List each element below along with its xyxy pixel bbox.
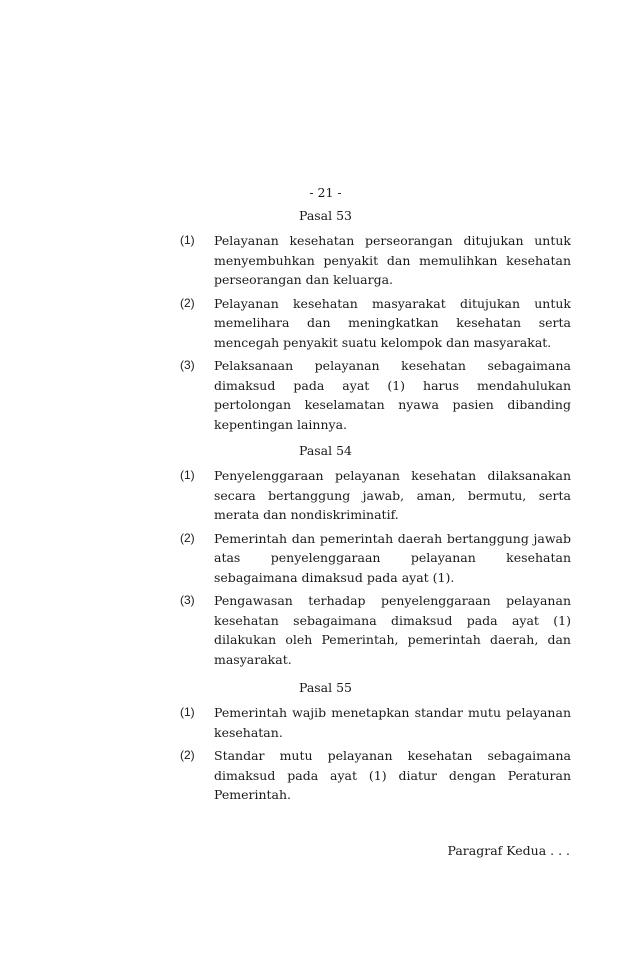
clause-text: Pengawasan terhadap penyelenggaraan pelayanan kesehatan sebagaimana dimaksud pada ayat (1) dilakukan oleh Pemerintah, pemerintah daerah, dan masyarakat. <box>214 593 571 667</box>
article-title: Pasal 53 <box>298 208 353 223</box>
clause-text: Pemerintah dan pemerintah daerah bertanggung jawab atas penyelenggaraan pelayanan kesehatan sebagaimana dimaksud pada ayat (1). <box>214 530 571 585</box>
clause-text: Penyelenggaraan pelayanan kesehatan dilaksanakan secara bertanggung jawab, aman, bermutu, serta merata dan nondiskriminatif. <box>214 468 571 522</box>
clause-text: Pelayanan kesehatan masyarakat ditujukan untuk memelihara dan meningkatkan kesehatan serta mencegah penyakit suatu kelompok dan masyarakat. <box>214 295 571 350</box>
next-section-reference: Paragraf Kedua . . . <box>447 843 570 858</box>
clause-number: (1) <box>180 233 195 247</box>
clause-item <box>180 591 571 669</box>
article-title: Pasal 55 <box>298 680 353 695</box>
clause-item <box>180 231 571 290</box>
article-title: Pasal 54 <box>298 443 353 458</box>
page-number: - 21 - <box>309 185 342 200</box>
clause-item <box>180 529 571 588</box>
clause-number: (1) <box>180 468 195 482</box>
clause-number: (2) <box>180 530 195 545</box>
clause-item <box>180 356 571 434</box>
clause-item <box>180 294 571 353</box>
article-pasal-55 <box>180 679 571 809</box>
clause-text: Standar mutu pelayanan kesehatan sebagaimana dimaksud pada ayat (1) diatur dengan Peraturan Pemerintah. <box>214 748 571 802</box>
clause-number: (1) <box>180 705 195 719</box>
article-pasal-53 <box>180 207 571 438</box>
clause-text: Pelaksanaan pelayanan kesehatan sebagaimana dimaksud pada ayat (1) harus mendahulukan pertolongan keselamatan nyawa pasien dibanding kepentingan lainnya. <box>214 358 571 432</box>
clause-item <box>180 703 571 742</box>
clause-number: (3) <box>180 358 195 372</box>
clause-item <box>180 746 571 805</box>
clause-number: (3) <box>180 593 195 607</box>
article-pasal-54 <box>180 442 571 673</box>
clause-text: Pelayanan kesehatan perseorangan ditujukan untuk menyembuhkan penyakit dan memulihkan kesehatan perseorangan dan keluarga. <box>214 233 571 287</box>
clause-number: (2) <box>180 748 195 762</box>
clause-text: Pemerintah wajib menetapkan standar mutu pelayanan kesehatan. <box>214 705 571 740</box>
clause-item <box>180 466 571 525</box>
clause-number: (2) <box>180 295 195 310</box>
